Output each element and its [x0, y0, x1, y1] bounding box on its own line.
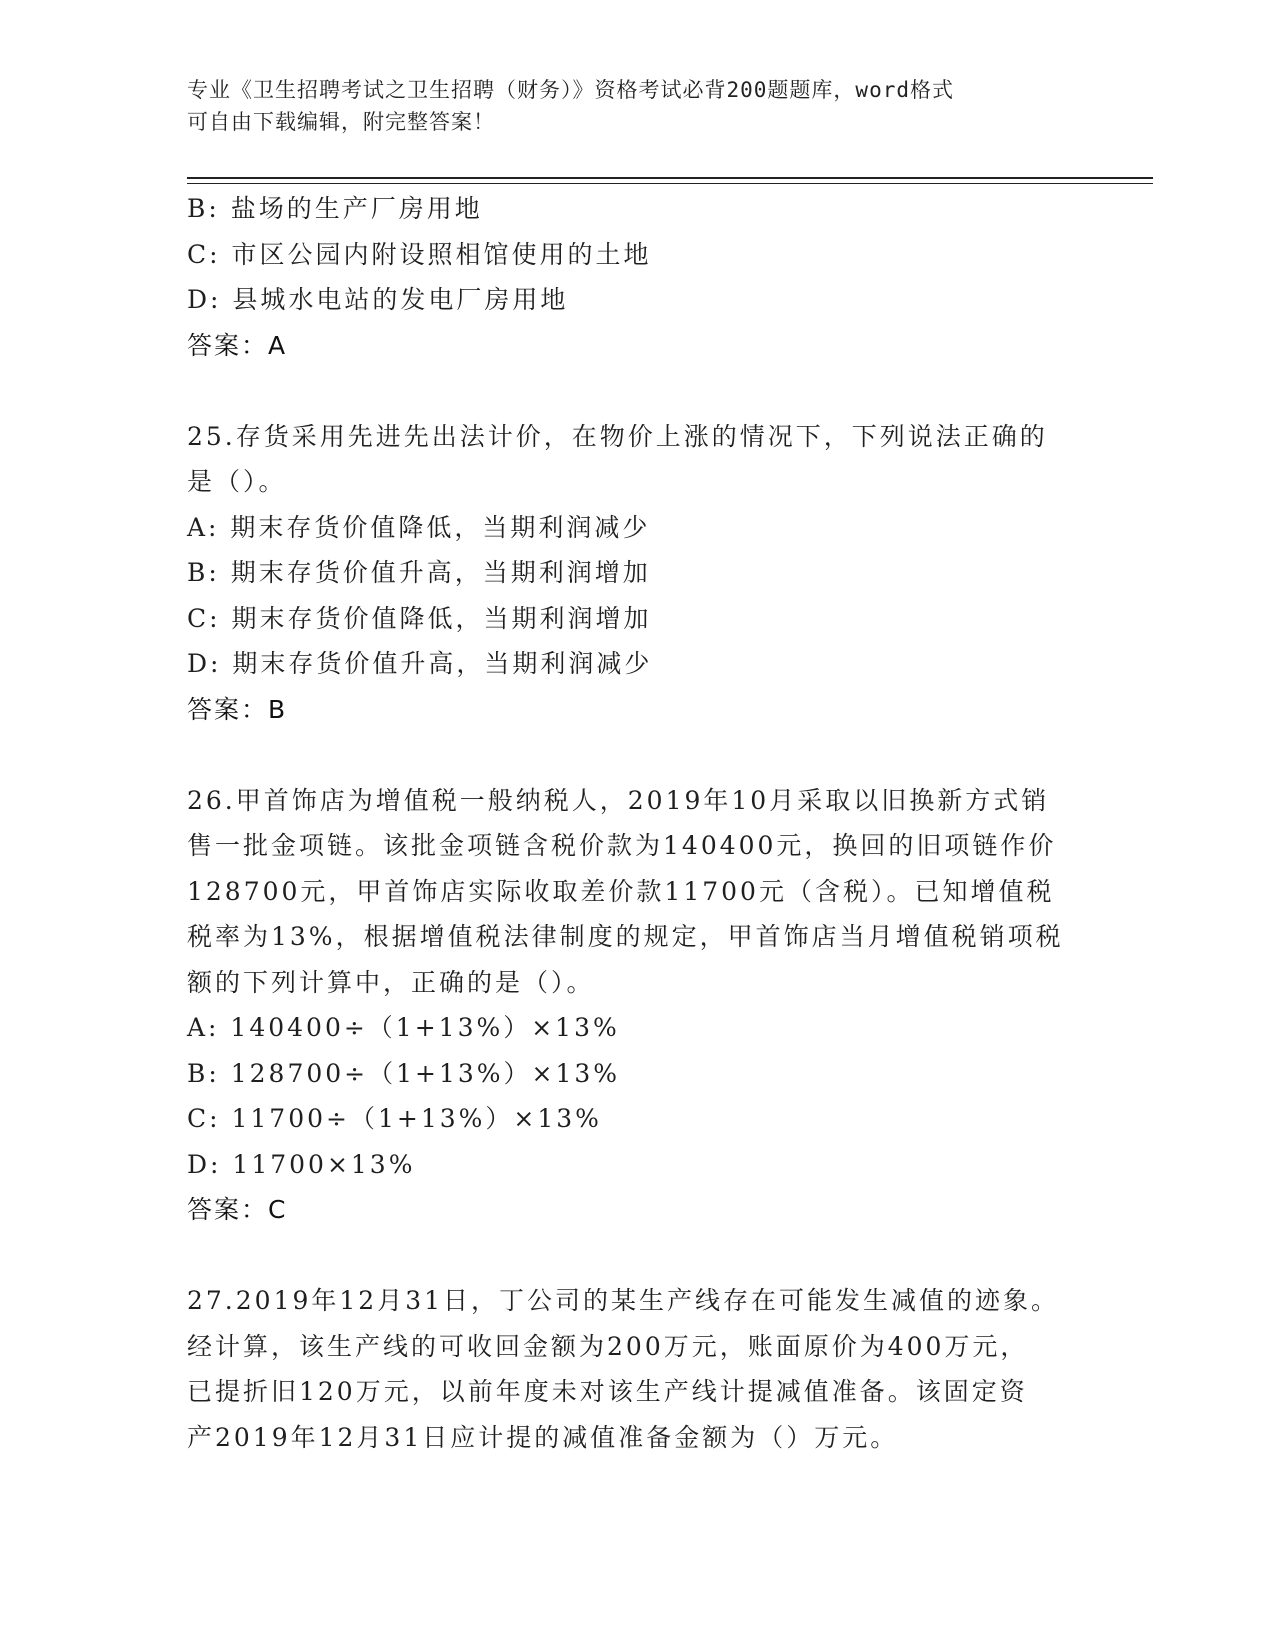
- header-line-2: 可自由下载编辑，附完整答案！: [187, 110, 495, 134]
- question-stem: 税率为13%，根据增值税法律制度的规定，甲首饰店当月增值税销项税: [187, 922, 1064, 951]
- document-header: [187, 74, 1067, 138]
- option-b: B: 盐场的生产厂房用地: [187, 194, 483, 223]
- question-26: [187, 778, 1087, 1233]
- header-line-1: 专业《卫生招聘考试之卫生招聘（财务）》资格考试必背200题题库，word格式: [187, 78, 954, 102]
- question-stem: 售一批金项链。该批金项链含税价款为140400元，换回的旧项链作价: [187, 831, 1057, 860]
- header-rule-thick: [187, 177, 1153, 179]
- header-rule-thin: [187, 183, 1153, 184]
- option-c: C: 市区公园内附设照相馆使用的土地: [187, 239, 652, 269]
- option-b: B: 128700÷（1+13%）×13%: [187, 1058, 621, 1088]
- option-b: B: 期末存货价值升高，当期利润增加: [187, 558, 651, 587]
- spacer: [187, 732, 1087, 778]
- option-a: A: 140400÷（1+13%）×13%: [187, 1013, 620, 1042]
- question-stem: 经计算，该生产线的可收回金额为200万元，账面原价为400万元，: [187, 1331, 1029, 1361]
- question-stem: 额的下列计算中，正确的是（）。: [187, 967, 595, 997]
- question-24: [187, 186, 1087, 368]
- option-c: C: 11700÷（1+13%）×13%: [187, 1104, 602, 1133]
- spacer: [187, 368, 1087, 414]
- option-d: D: 11700×13%: [187, 1149, 416, 1179]
- question-stem: 26.甲首饰店为增值税一般纳税人，2019年10月采取以旧换新方式销: [187, 785, 1050, 815]
- spacer: [187, 1233, 1087, 1279]
- question-stem: 25.存货采用先进先出法计价，在物价上涨的情况下，下列说法正确的: [187, 421, 1048, 451]
- option-c: C: 期末存货价值降低，当期利润增加: [187, 603, 652, 633]
- question-stem: 产2019年12月31日应计提的减值准备金额为（）万元。: [187, 1422, 899, 1452]
- option-a: A: 期末存货价值降低，当期利润减少: [187, 512, 651, 542]
- option-d: D: 期末存货价值升高，当期利润减少: [187, 649, 653, 678]
- question-stem: 27.2019年12月31日，丁公司的某生产线存在可能发生减值的迹象。: [187, 1286, 1060, 1315]
- question-stem: 是（）。: [187, 467, 287, 496]
- option-d: D: 县城水电站的发电厂房用地: [187, 285, 569, 314]
- question-stem: 已提折旧120万元，以前年度未对该生产线计提减值准备。该固定资: [187, 1377, 1028, 1406]
- answer: 答案：B: [187, 694, 288, 724]
- question-stem: 128700元，甲首饰店实际收取差价款11700元（含税）。已知增值税: [187, 876, 1055, 906]
- question-25: [187, 414, 1087, 733]
- answer: 答案：A: [187, 330, 288, 360]
- answer: 答案：C: [187, 1195, 288, 1224]
- question-27: [187, 1278, 1087, 1460]
- question-content: [187, 186, 1087, 1460]
